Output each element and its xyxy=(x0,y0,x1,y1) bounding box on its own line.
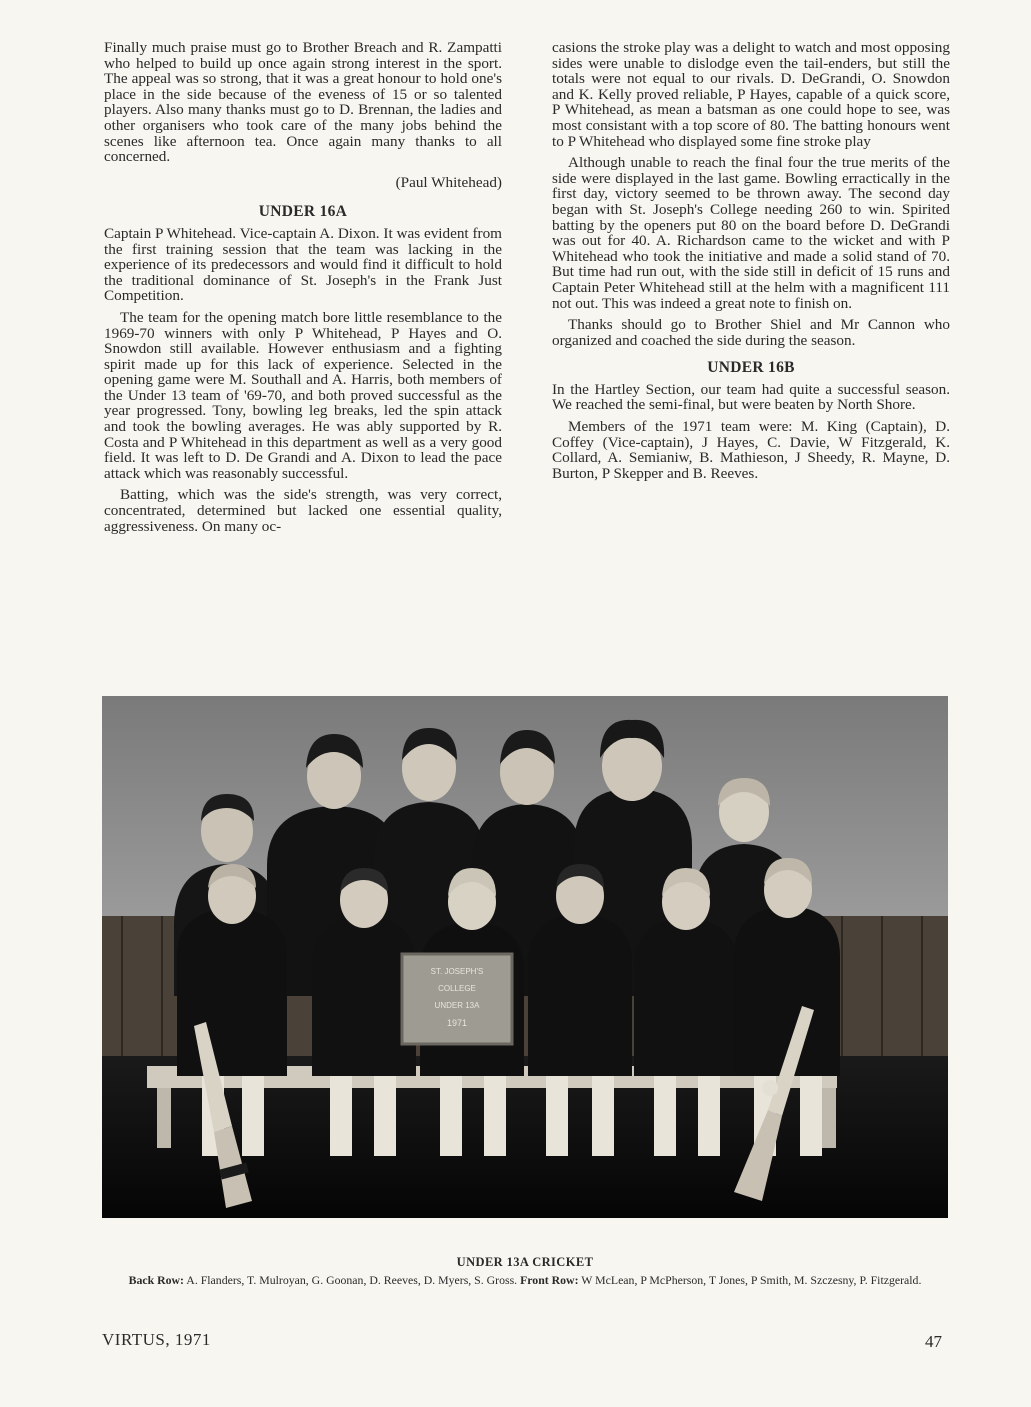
paragraph: The team for the opening match bore little resemblance to the 1969-70 winners with only P Whitehead, P Hayes and O. Snowdon still available. However enthusiasm and a fighting spirit made up for this lack of experience. Selected in the opening game were M. Southall and A. Harris, both members of the Under 13 team of '69-70, and both proved successful as the year progressed. Tony, bowling leg breaks, led the spin attack and took the bowling averages. He was ably supported by R. Costa and P Whitehead in this department as well as a very good field. It was left to D. De Grandi and A. Dixon to lead the pace attack which was reasonably successful. xyxy=(104,308,502,482)
trophy-plaque xyxy=(402,954,512,1044)
paragraph: In the Hartley Section, our team had quite a successful season. We reached the semi-final, but were beaten by North Shore. xyxy=(552,380,950,414)
plaque-line: 1971 xyxy=(446,1018,468,1028)
page-number: 47 xyxy=(925,1332,942,1351)
cricket-ball xyxy=(762,1080,778,1096)
publication-footer: VIRTUS, 1971 xyxy=(102,1330,211,1349)
caption-title: UNDER 13A CRICKET xyxy=(456,1255,594,1269)
back-row-names: A. Flanders, T. Mulroyan, G. Goonan, D. Reeves, D. Myers, S. Gross. xyxy=(186,1273,518,1287)
left-column xyxy=(104,40,502,540)
caption-names xyxy=(90,1273,960,1288)
intro-paragraph: Finally much praise must go to Brother Breach and R. Zampatti who helped to build up once again strong interest in the sport. The appeal was so strong, that it was a great honour to hold one's place in the side because of the eveness of 15 or so talented players. Also many thanks must go to D. Brennan, the ladies and other organisers who took care of the many jobs behind the scenes like afternoon tea. Once again many thanks to all concerned. xyxy=(104,39,502,166)
paragraph: casions the stroke play was a delight to watch and most opposing sides were unable to dislodge even the tail-enders, but still the totals were not equal to our rivals. D. DeGrandi, O. Snowdon and K. Kelly proved reliable, P Hayes, capable of a quick score, P Whitehead, as mean a batsman as one could hope to see, was most consistant with a top score of 80. The batting honours went to P Whitehead who displayed some fine stroke play xyxy=(552,39,950,150)
paragraph: Batting, which was the side's strength, was very correct, concentrated, determined but lacked one essential quality, aggressiveness. On many oc- xyxy=(104,486,502,535)
team-photo-illustration xyxy=(102,696,948,1218)
paragraph: Thanks should go to Brother Shiel and Mr Cannon who organized and coached the side during the season. xyxy=(552,316,950,349)
paragraph: Members of the 1971 team were: M. King (Captain), D. Coffey (Vice-captain), J Hayes, C. Davie, W Fitzgerald, K. Collard, A. Semianiw, B. Mathieson, J Sheedy, R. Mayne, D. Burton, P Skepper and B. Reeves. xyxy=(552,418,950,482)
back-row-label: Back Row: xyxy=(128,1273,184,1287)
front-row-label: Front Row: xyxy=(520,1273,579,1287)
plaque-line: COLLEGE xyxy=(438,984,476,993)
author-signature: (Paul Whitehead) xyxy=(395,173,502,191)
photo-caption xyxy=(90,1255,960,1288)
section-heading-under-16b: UNDER 16B xyxy=(707,359,795,377)
plaque-line: ST. JOSEPH'S xyxy=(430,967,484,976)
section-heading-under-16a: UNDER 16A xyxy=(258,203,348,221)
plaque-line: UNDER 13A xyxy=(434,1001,480,1010)
paragraph: Although unable to reach the final four the true merits of the side were displayed in the last game. Bowling erractically in the first day, victory seemed to be thrown away. The second day began with St. Joseph's College needing 260 to win. Spirited batting by the openers put 80 on the board before D. DeGrandi was out for 40. A. Richardson came to the wicket and with P Whitehead who took the initiative and made a solid stand of 70. But time had run out, with the side still in deficit of 15 runs and Captain Peter Whitehead still at the helm with a magnificent 111 not out. This was indeed a great note to finish on. xyxy=(552,154,950,312)
front-row-names: W McLean, P McPherson, T Jones, P Smith, M. Szczesny, P. Fitzgerald. xyxy=(581,1273,922,1287)
paragraph: Captain P Whitehead. Vice-captain A. Dixon. It was evident from the first training session that the team was lacking in the experience of its predecessors and would find it difficult to hold the traditional dominance of St. Joseph's in the Frank Just Competition. xyxy=(104,224,502,305)
right-column xyxy=(552,40,950,487)
team-photo xyxy=(102,696,948,1218)
